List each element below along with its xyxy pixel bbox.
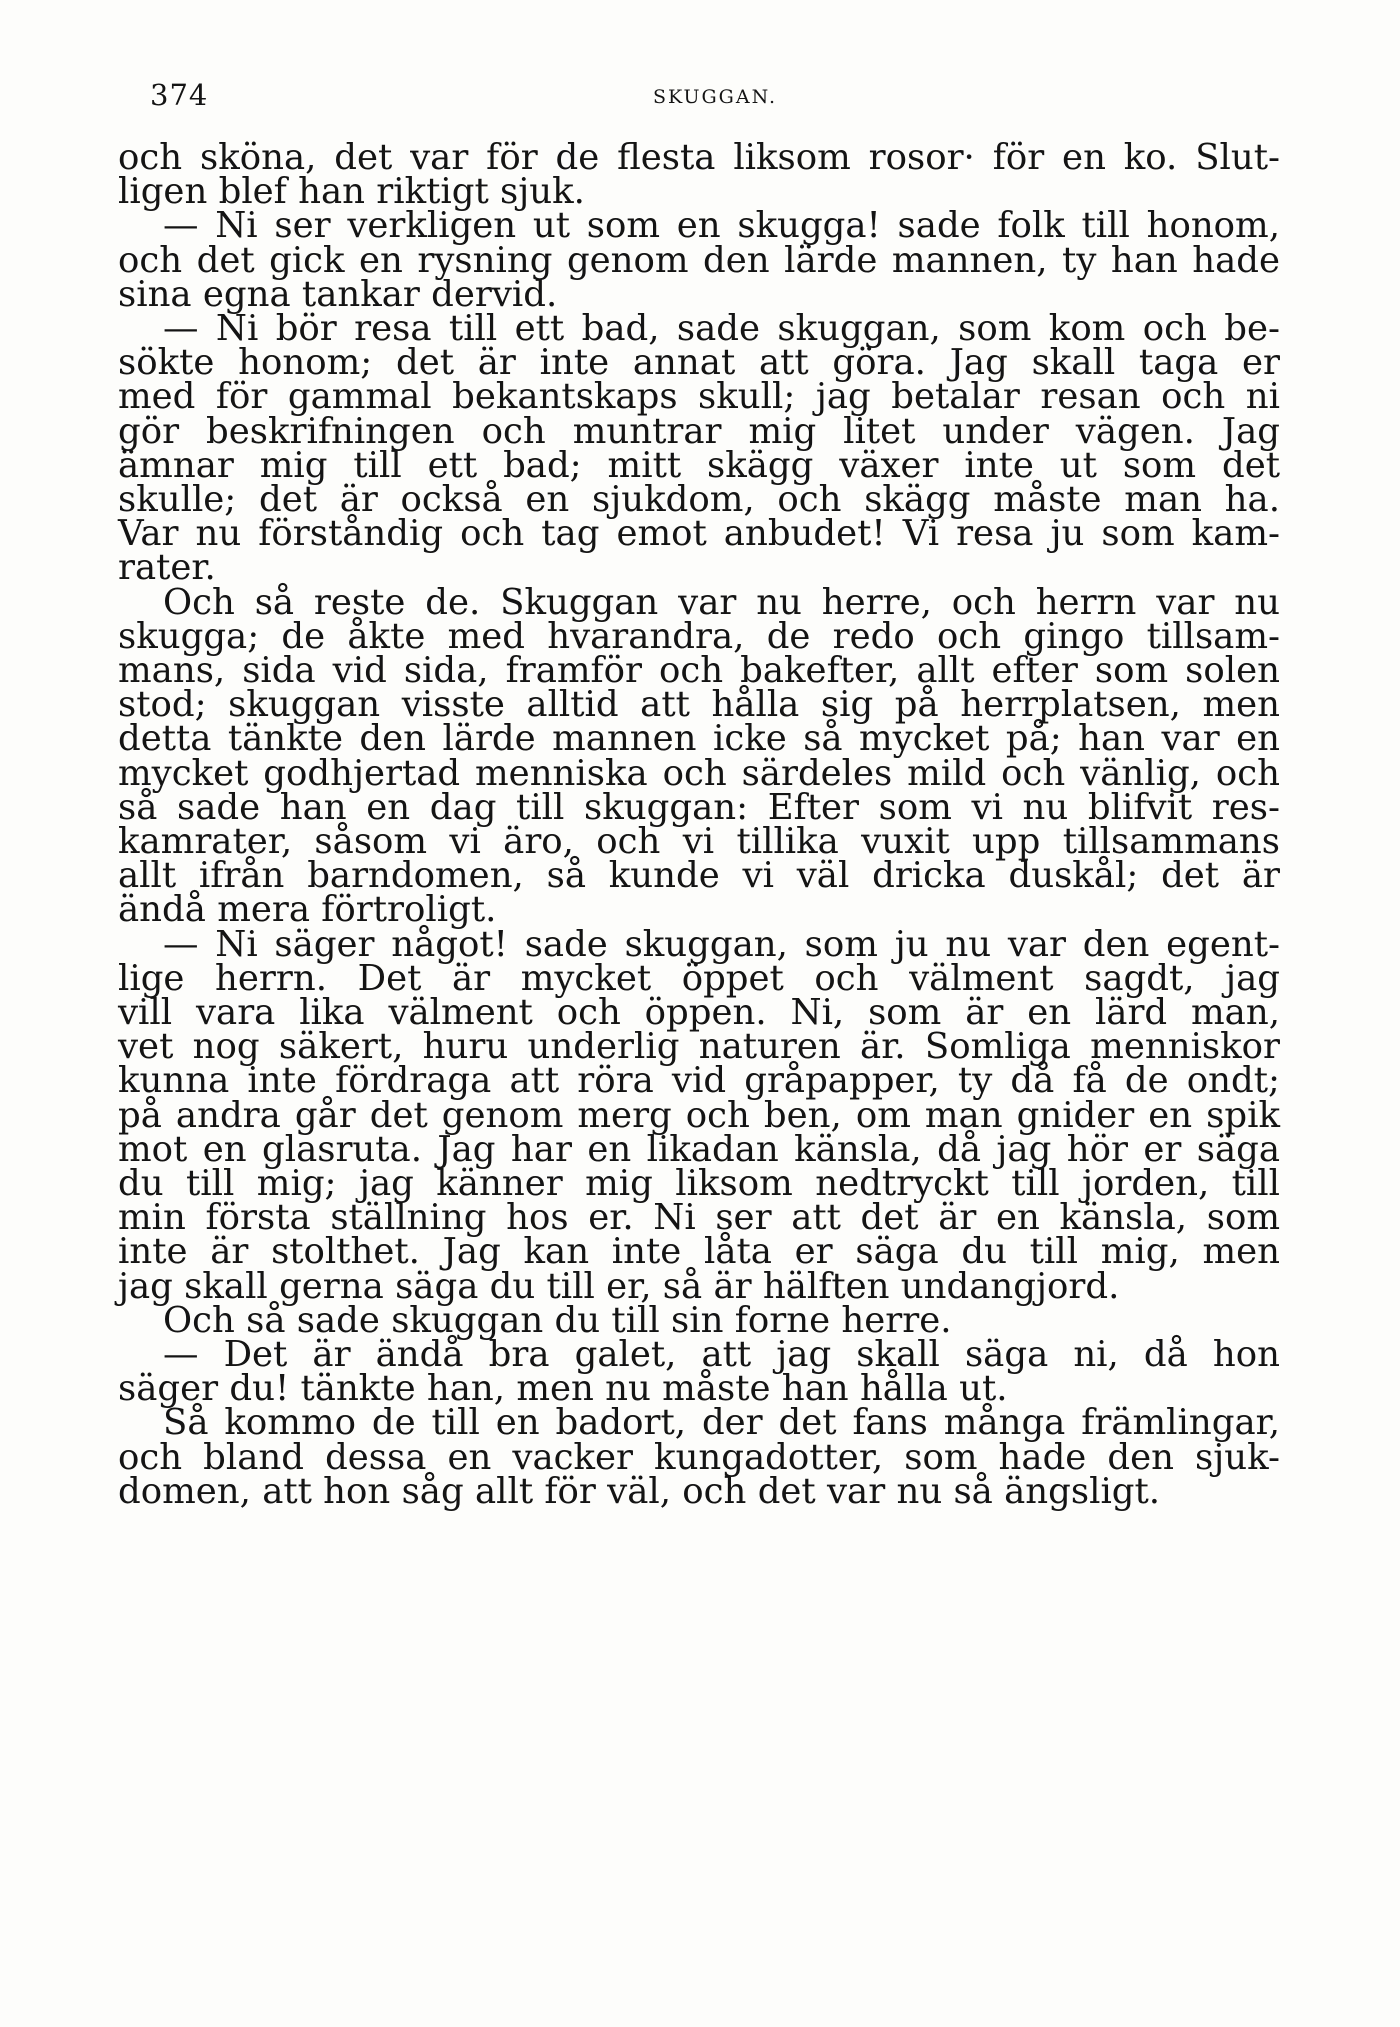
text-line: sökte honom; det är inte annat att göra. Jag skall taga er (118, 342, 1280, 384)
text-line: skulle; det är också en sjukdom, och skägg måste man ha. (118, 479, 1280, 520)
body-text (118, 136, 1280, 1976)
text-line: och bland dessa en vacker kungadotter, som hade den sjuk- (118, 1436, 1280, 1478)
text-line: vill vara lika välment och öppen. Ni, som är en lärd man, (118, 992, 1280, 1033)
text-line: med för gammal bekantskaps skull; jag betalar resan och ni (118, 376, 1280, 418)
text-line: ändå mera förtroligt. (118, 889, 497, 931)
running-title: SKUGGAN. (652, 86, 778, 108)
text-line: rater. (118, 547, 216, 589)
text-line: Och så reste de. Skuggan var nu herre, och herrn var nu (163, 581, 1280, 623)
text-line: på andra går det genom merg och ben, om man gnider en spik (118, 1094, 1280, 1136)
text-line: skugga; de åkte med hvarandra, de redo och gingo tillsam- (118, 615, 1280, 657)
text-line: kunna inte fördraga att röra vid gråpapper, ty då få de ondt; (118, 1060, 1280, 1102)
text-line: mans, sida vid sida, framför och bakefter, allt efter som solen (118, 650, 1280, 691)
text-line: vet nog säkert, huru underlig naturen är. Somliga menniskor (118, 1026, 1280, 1068)
text-line: inte är stolthet. Jag kan inte låta er säga du till mig, men (118, 1231, 1280, 1273)
text-line: — Ni säger något! sade skuggan, som ju nu var den egent- (163, 923, 1280, 965)
text-line: jag skall gerna säga du till er, så är hälften undangjord. (118, 1265, 1120, 1307)
page-number: 374 (150, 78, 209, 112)
text-line: — Det är ändå bra galet, att jag skall säga ni, då hon (163, 1334, 1280, 1375)
text-line: mycket godhjertad menniska och särdeles mild och vänlig, och (118, 752, 1280, 794)
text-line: domen, att hon såg allt för väl, och det var nu så ängsligt. (118, 1470, 1161, 1512)
text-line: Så kommo de till en badort, der det fans många främlingar, (163, 1402, 1280, 1444)
text-line: allt ifrån barndomen, så kunde vi väl dricka duskål; det är (118, 855, 1280, 897)
text-line: stod; skuggan visste alltid att hålla sig på herrplatsen, men (118, 684, 1280, 726)
text-line: och sköna, det var för de flesta liksom rosor· för en ko. Slut- (118, 137, 1280, 178)
text-line: gör beskrifningen och muntrar mig litet under vägen. Jag (118, 410, 1280, 452)
text-line: Och så sade skuggan du till sin forne herre. (163, 1299, 952, 1341)
text-line: — Ni bör resa till ett bad, sade skuggan, som kom och be- (163, 308, 1280, 349)
text-line: säger du! tänkte han, men nu måste han hålla ut. (118, 1368, 1008, 1410)
text-line: lige herrn. Det är mycket öppet och välment sagdt, jag (118, 957, 1280, 999)
text-line: du till mig; jag känner mig liksom nedtryckt till jorden, till (118, 1163, 1280, 1204)
text-line: — Ni ser verkligen ut som en skugga! sade folk till honom, (163, 205, 1280, 247)
text-line: och det gick en rysning genom den lärde mannen, ty han hade (118, 239, 1280, 281)
text-line: så sade han en dag till skuggan: Efter som vi nu blifvit res- (118, 786, 1280, 828)
page-header (150, 78, 1280, 118)
text-line: min första ställning hos er. Ni ser att det är en känsla, som (118, 1197, 1280, 1239)
text-line: ämnar mig till ett bad; mitt skägg växer inte ut som det (118, 444, 1280, 486)
text-line: detta tänkte den lärde mannen icke så mycket på; han var en (118, 718, 1280, 760)
text-line: Var nu förståndig och tag emot anbudet! Vi resa ju som kam- (118, 513, 1280, 555)
text-line: mot en glasruta. Jag har en likadan känsla, då jag hör er säga (118, 1128, 1280, 1170)
text-line: sina egna tankar dervid. (118, 273, 558, 315)
text-line: ligen blef han riktigt sjuk. (118, 171, 585, 213)
text-line: kamrater, såsom vi äro, och vi tillika vuxit upp tillsammans (118, 821, 1280, 862)
